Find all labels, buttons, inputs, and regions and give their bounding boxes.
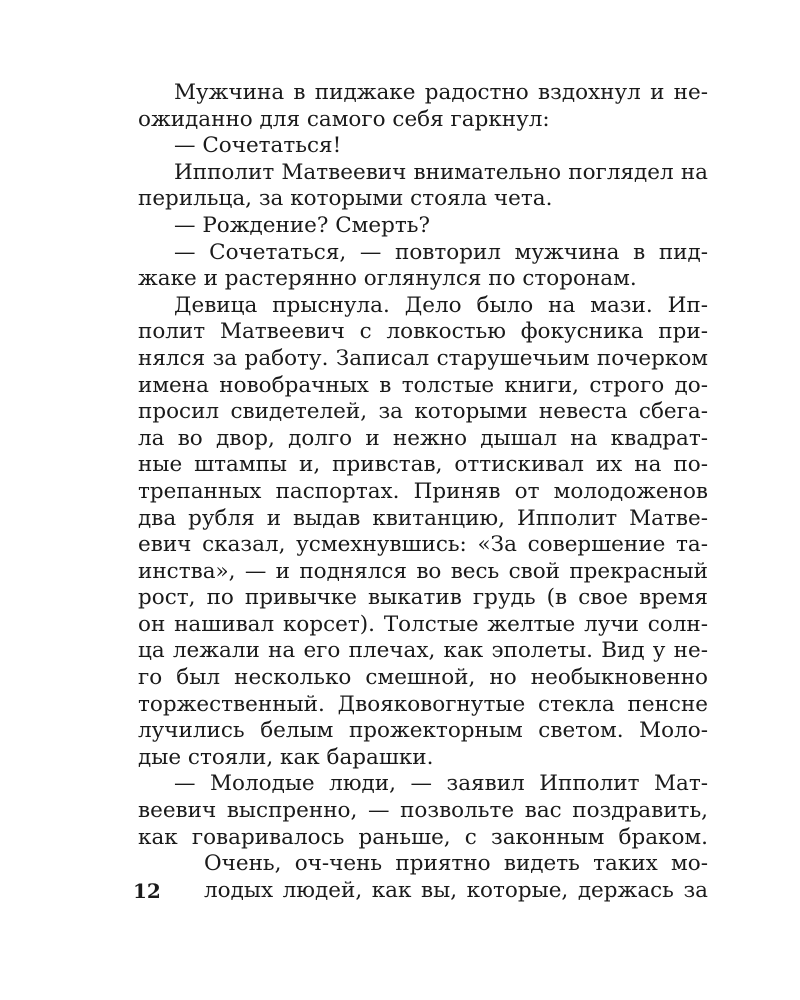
text-line: имена новобрачных в толстые книги, строго до- xyxy=(138,372,708,398)
text-line: — Рождение? Смерть? xyxy=(174,212,431,238)
text-line: дые стояли, как барашки. xyxy=(138,744,434,770)
text-line: — Сочетаться! xyxy=(174,133,342,159)
text-line: ожиданно для самого себя гаркнул: xyxy=(138,106,550,132)
text-line: — Сочетаться, — повторил мужчина в пид- xyxy=(174,239,708,265)
text-line: нялся за работу. Записал старушечьим почерком xyxy=(138,345,708,371)
text-line: два рубля и выдав квитанцию, Ипполит Матве- xyxy=(138,505,708,531)
text-line: ла во двор, долго и нежно дышал на квадрат- xyxy=(138,425,708,451)
page-number: 12 xyxy=(133,879,161,903)
text-line: — Молодые люди, — заявил Ипполит Мат- xyxy=(174,771,708,797)
text-line: го был несколько смешной, но необыкновенно xyxy=(138,665,708,691)
text-line: инства», — и поднялся во весь свой прекрасный xyxy=(138,558,708,584)
text-line: Ипполит Матвеевич внимательно поглядел на xyxy=(174,159,708,185)
text-line: рост, по привычке выкатив грудь (в свое время xyxy=(138,585,708,611)
text-line: Девица прыснула. Дело было на мази. Ип- xyxy=(174,292,708,318)
text-line: лодых людей, как вы, которые, держась за xyxy=(204,877,708,903)
text-line: ца лежали на его плечах, как эполеты. Вид у не- xyxy=(138,638,708,664)
text-line: Очень, оч-чень приятно видеть таких мо- xyxy=(204,851,708,877)
text-line: ные штампы и, привстав, оттискивал их на по- xyxy=(138,452,708,478)
text-line: жаке и растерянно оглянулся по сторонам. xyxy=(138,266,637,292)
text-line: он нашивал корсет). Толстые желтые лучи солн- xyxy=(138,611,708,637)
text-line: торжественный. Двояковогнутые стекла пенсне xyxy=(138,691,708,717)
text-line: полит Матвеевич с ловкостью фокусника при- xyxy=(138,319,708,345)
text-line: перильца, за которыми стояла чета. xyxy=(138,186,553,212)
body-text xyxy=(138,80,708,904)
text-line: евич сказал, усмехнувшись: «За совершение та- xyxy=(138,532,708,558)
text-line: Мужчина в пиджаке радостно вздохнул и не- xyxy=(174,80,708,105)
text-line: трепанных паспортах. Приняв от молодоженов xyxy=(138,478,708,504)
text-line: веевич выспренно, — позвольте вас поздравить, xyxy=(138,798,708,824)
text-line: просил свидетелей, за которыми невеста сбега- xyxy=(138,399,708,425)
text-line: лучились белым прожекторным светом. Моло- xyxy=(138,718,708,744)
text-line: как говаривалось раньше, с законным браком. xyxy=(138,824,708,850)
